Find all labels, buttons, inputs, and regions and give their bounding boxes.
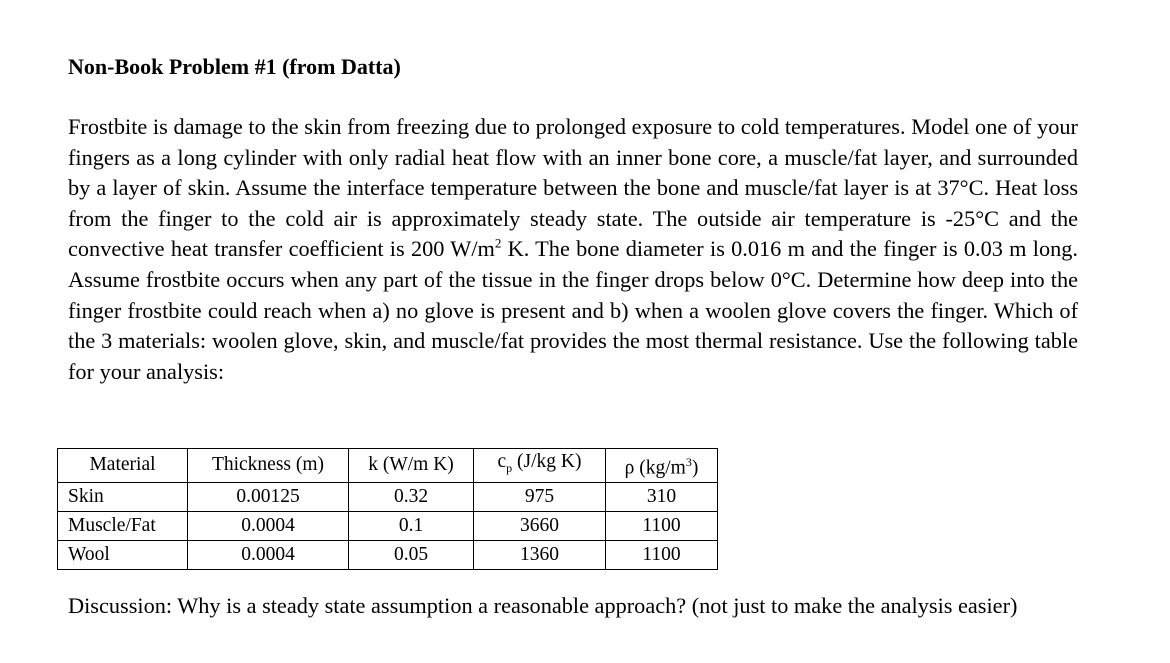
cp-subscript: p bbox=[506, 461, 513, 476]
row-thickness: 0.0004 bbox=[188, 540, 349, 569]
header-thickness: Thickness (m) bbox=[188, 449, 349, 483]
rho-superscript: 3 bbox=[685, 455, 692, 469]
rho-close: ) bbox=[691, 457, 699, 479]
row-material: Muscle/Fat bbox=[58, 511, 188, 540]
cp-unit: (J/kg K) bbox=[512, 451, 582, 473]
row-density: 1100 bbox=[606, 540, 718, 569]
table-header-row bbox=[58, 449, 718, 483]
problem-text-part1: Frostbite is damage to the skin from freezing due to prolonged exposure to cold temperatures. Model one of your fingers as a long cylinder with only radial heat flow with an inner bone core, a muscle/fat layer, and surrounded by a layer of skin. Assume the interface temperature between the bone and muscle/fat layer is at 37°C. Heat loss from the finger to the cold air is approximately steady state. The outside air temperature is -25°C and the convective heat transfer coefficient is 200 W/m bbox=[68, 114, 1078, 262]
header-specific-heat bbox=[474, 449, 606, 483]
unit-superscript: 2 bbox=[494, 235, 502, 251]
discussion-question: Discussion: Why is a steady state assumption a reasonable approach? (not just to make the analysis easier) bbox=[68, 593, 1018, 618]
problem-text-part2: K. The bone diameter is 0.016 m and the finger is 0.03 m long. Assume frostbite occurs when any part of the tissue in the finger drops below 0°C. Determine how deep into the finger frostbite could reach when a) no glove is present and b) when a woolen glove covers the finger. Which of the 3 materials: woolen glove, skin, and muscle/fat provides the most thermal resistance. Use the following table for your analysis: bbox=[68, 236, 1078, 384]
row-conductivity: 0.1 bbox=[349, 511, 474, 540]
row-specific-heat: 3660 bbox=[474, 511, 606, 540]
table-row bbox=[58, 540, 718, 569]
header-density bbox=[606, 449, 718, 483]
header-conductivity: k (W/m K) bbox=[349, 449, 474, 483]
row-density: 1100 bbox=[606, 511, 718, 540]
row-conductivity: 0.05 bbox=[349, 540, 474, 569]
table-row bbox=[58, 482, 718, 511]
row-thickness: 0.00125 bbox=[188, 482, 349, 511]
problem-title: Non-Book Problem #1 (from Datta) bbox=[68, 54, 401, 79]
rho-label: ρ (kg/m bbox=[624, 457, 686, 479]
row-density: 310 bbox=[606, 482, 718, 511]
material-properties-table bbox=[57, 448, 718, 570]
problem-statement bbox=[68, 112, 1078, 387]
row-specific-heat: 975 bbox=[474, 482, 606, 511]
row-material: Wool bbox=[58, 540, 188, 569]
cp-symbol: c bbox=[497, 451, 507, 473]
table-row bbox=[58, 511, 718, 540]
row-specific-heat: 1360 bbox=[474, 540, 606, 569]
row-conductivity: 0.32 bbox=[349, 482, 474, 511]
row-material: Skin bbox=[58, 482, 188, 511]
header-material: Material bbox=[58, 449, 188, 483]
row-thickness: 0.0004 bbox=[188, 511, 349, 540]
